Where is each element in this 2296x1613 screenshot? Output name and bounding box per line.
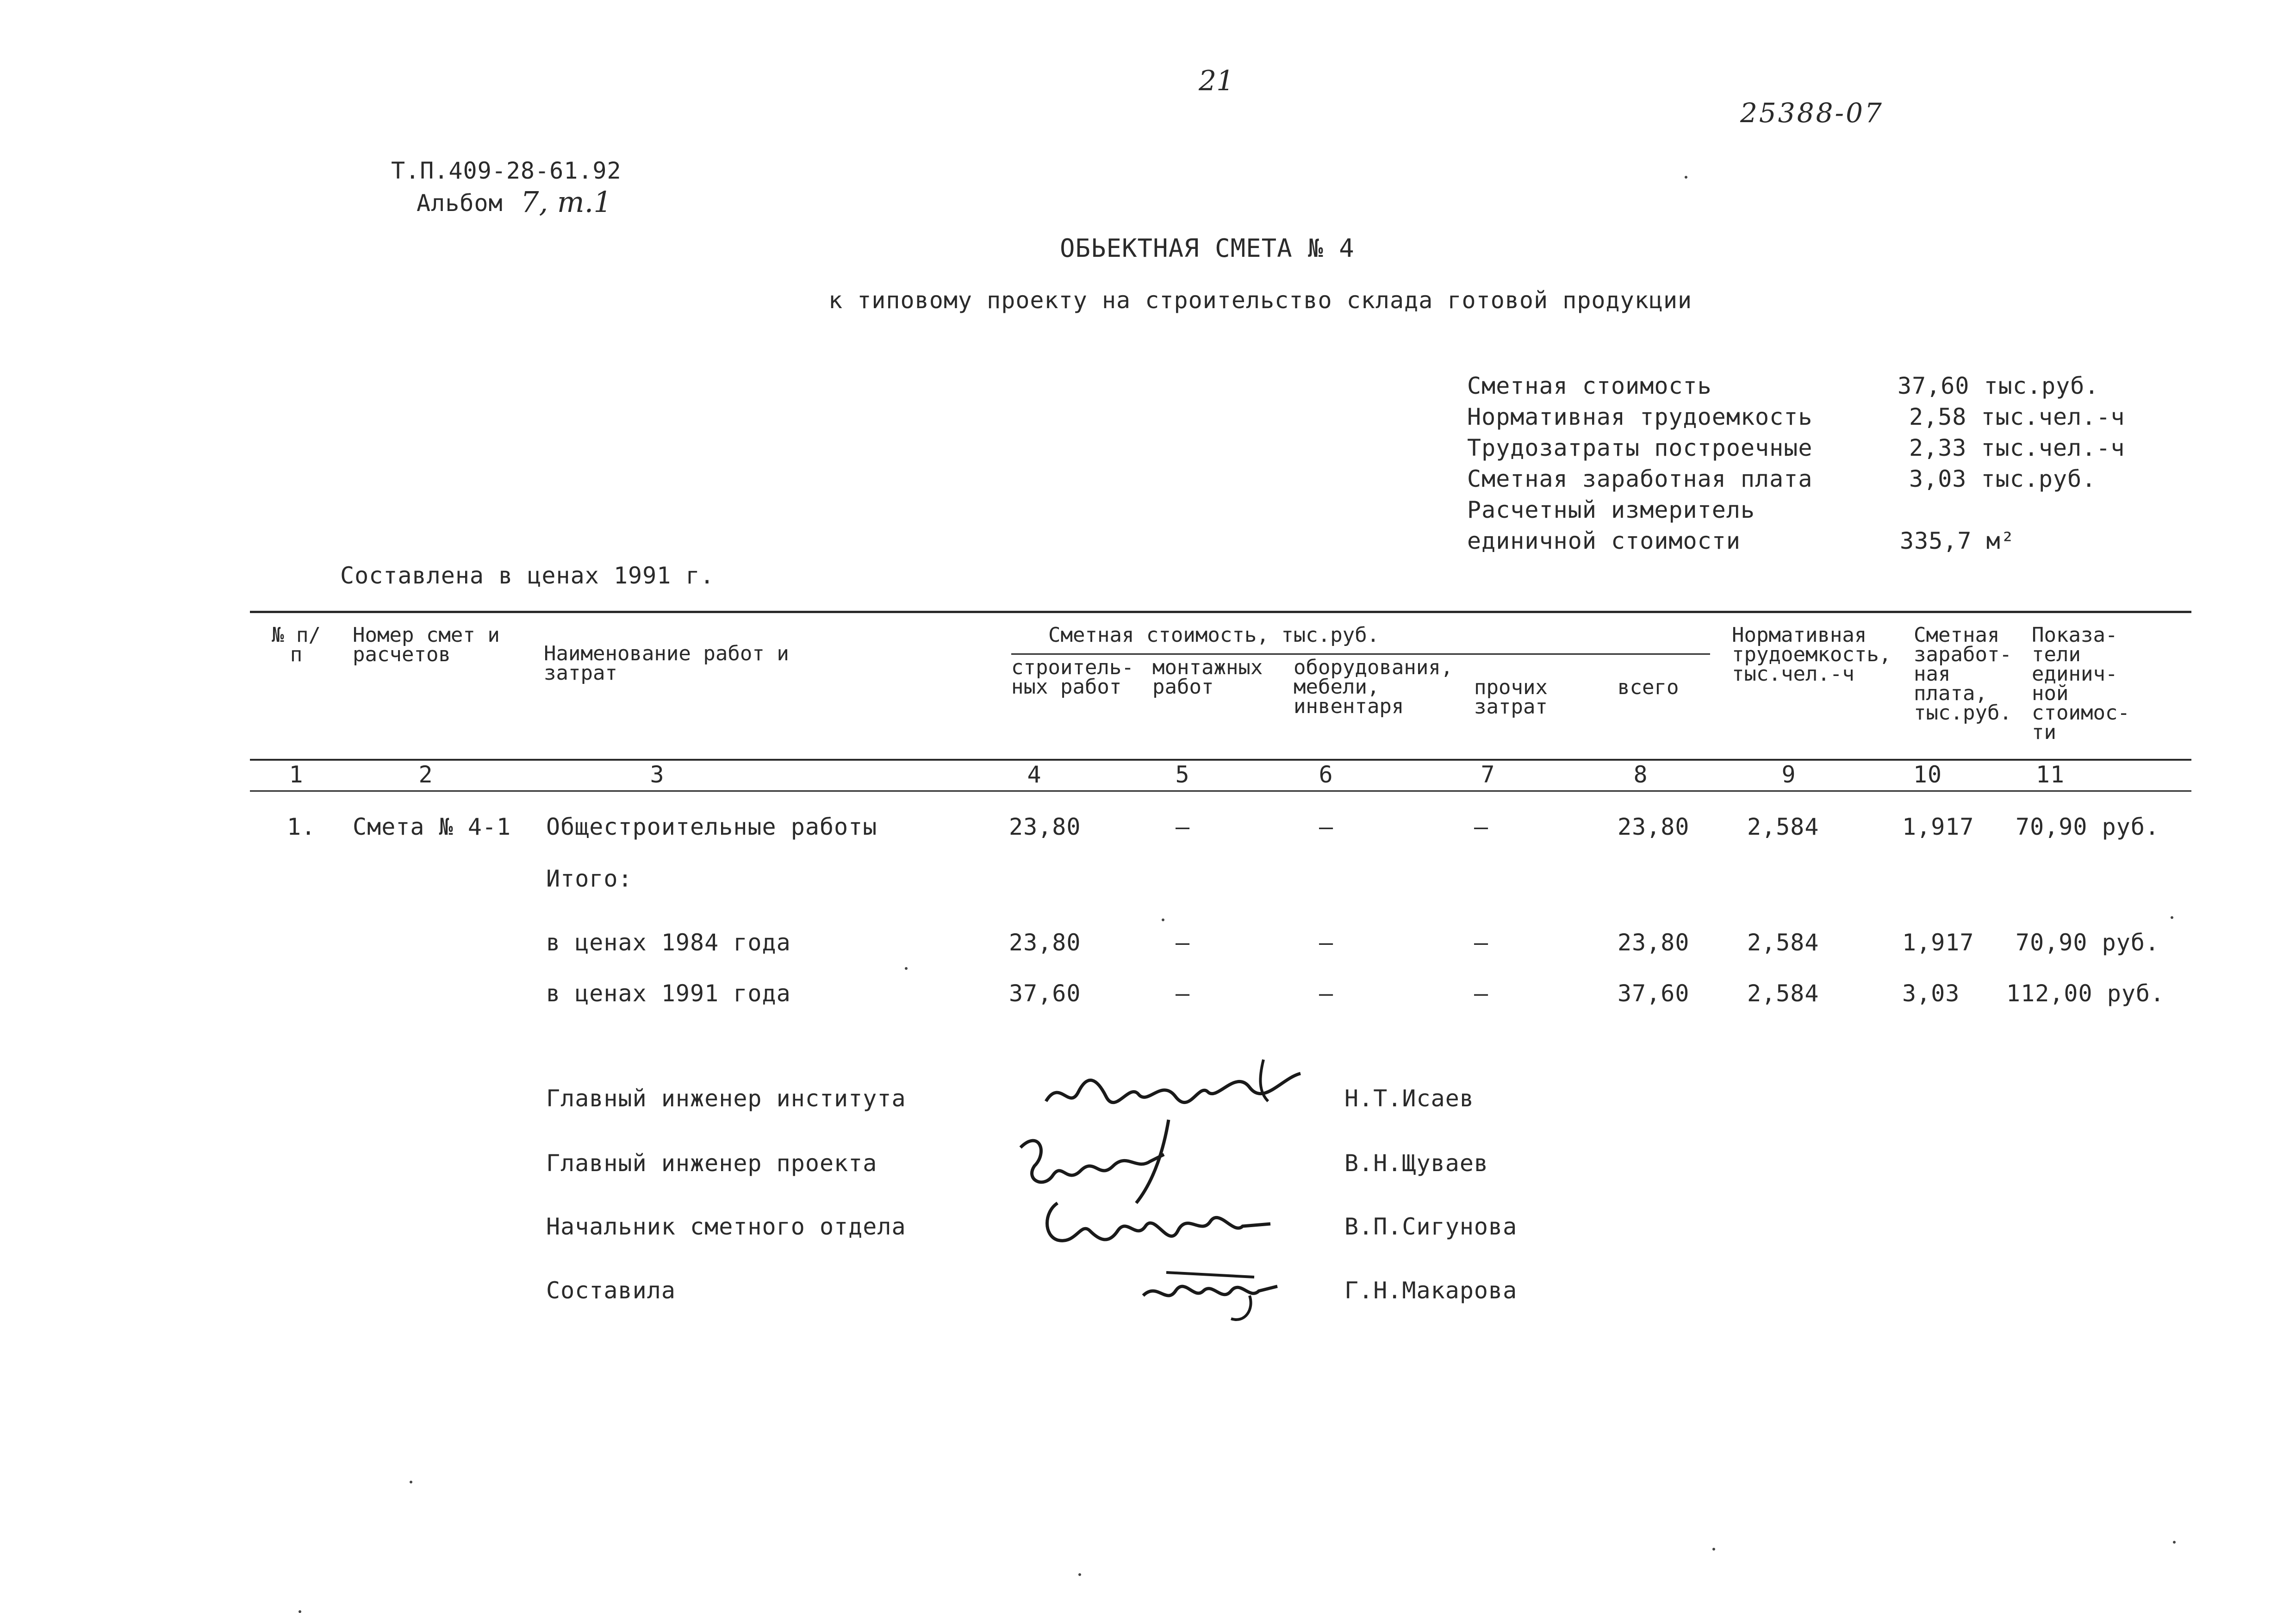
summary-label: Расчетный измеритель bbox=[1467, 496, 1755, 523]
col-header-wages: Сметная заработ- ная плата, тыс.руб. bbox=[1914, 623, 2012, 725]
row-other: – bbox=[1474, 929, 1489, 956]
summary-value: 37,60 тыс.руб. bbox=[1898, 372, 2099, 399]
scan-speck bbox=[1685, 176, 1687, 179]
signature-name: В.Н.Щуваев bbox=[1344, 1150, 1489, 1177]
row-number: 1. bbox=[287, 813, 316, 840]
col-header-group: Сметная стоимость, тыс.руб. bbox=[1048, 623, 1380, 647]
summary-value: 2,33 тыс.чел.-ч bbox=[1909, 434, 2125, 461]
row-name: Общестроительные работы bbox=[546, 813, 877, 840]
signature-role: Начальник сметного отдела bbox=[546, 1213, 906, 1240]
summary-label: Сметная заработная плата bbox=[1467, 465, 1813, 492]
row-unit-cost: 70,90 руб. bbox=[2016, 929, 2160, 956]
row-name: в ценах 1984 года bbox=[546, 929, 791, 956]
col-header-smeta: Номер смет и расчетов bbox=[353, 623, 500, 666]
row-wages: 1,917 bbox=[1902, 929, 1974, 956]
row-other: – bbox=[1474, 980, 1489, 1007]
col-header-construction: строитель- ных работ bbox=[1011, 656, 1134, 699]
row-equipment: – bbox=[1319, 813, 1334, 840]
col-header-number: № п/п bbox=[272, 623, 321, 666]
row-labor: 2,584 bbox=[1747, 980, 1819, 1007]
row-construction: 23,80 bbox=[1009, 813, 1081, 840]
table-top-rule bbox=[250, 611, 2191, 613]
row-total: 37,60 bbox=[1618, 980, 1690, 1007]
handwritten-signature bbox=[1139, 1259, 1287, 1330]
col-number: 10 bbox=[1913, 761, 1942, 788]
row-unit-cost: 112,00 руб. bbox=[2006, 980, 2165, 1007]
album-label: Альбом bbox=[417, 190, 503, 217]
summary-label: Сметная стоимость bbox=[1467, 372, 1712, 399]
prices-note: Составлена в ценах 1991 г. bbox=[340, 562, 715, 589]
row-name: Итого: bbox=[546, 865, 633, 892]
col-header-labor: Нормативная трудоемкость, тыс.чел.-ч bbox=[1732, 623, 1892, 686]
page-number: 21 bbox=[1199, 65, 1234, 97]
col-number: 5 bbox=[1175, 761, 1190, 788]
scan-speck bbox=[1162, 918, 1164, 921]
scan-speck bbox=[410, 1481, 412, 1483]
row-smeta: Смета № 4-1 bbox=[353, 813, 511, 840]
signature-role: Главный инженер института bbox=[546, 1085, 906, 1112]
col-header-other: прочих затрат bbox=[1474, 676, 1548, 719]
summary-label: Нормативная трудоемкость bbox=[1467, 403, 1813, 430]
scan-speck bbox=[1712, 1548, 1715, 1551]
col-number: 9 bbox=[1781, 761, 1796, 788]
row-wages: 1,917 bbox=[1902, 813, 1974, 840]
col-number: 3 bbox=[650, 761, 665, 788]
doc-number: 25388-07 bbox=[1740, 97, 1884, 129]
signature-role: Составила bbox=[546, 1277, 676, 1304]
row-wages: 3,03 bbox=[1902, 980, 1960, 1007]
group-rule bbox=[1011, 653, 1710, 655]
col-number: 4 bbox=[1027, 761, 1042, 788]
row-construction: 23,80 bbox=[1009, 929, 1081, 956]
scan-speck bbox=[1078, 1573, 1081, 1576]
row-total: 23,80 bbox=[1618, 813, 1690, 840]
project-code: Т.П.409-28-61.92 bbox=[391, 157, 622, 184]
scan-speck bbox=[905, 967, 908, 970]
row-installation: – bbox=[1176, 813, 1190, 840]
row-installation: – bbox=[1176, 980, 1190, 1007]
row-labor: 2,584 bbox=[1747, 929, 1819, 956]
scan-speck bbox=[2173, 1541, 2176, 1544]
row-construction: 37,60 bbox=[1009, 980, 1081, 1007]
summary-label: Трудозатраты построечные bbox=[1467, 434, 1813, 461]
signature-name: В.П.Сигунова bbox=[1344, 1213, 1518, 1240]
signature-makarova-icon bbox=[1139, 1259, 1287, 1328]
col-header-total: всего bbox=[1618, 676, 1679, 699]
col-number: 6 bbox=[1319, 761, 1333, 788]
scan-speck bbox=[2171, 916, 2173, 919]
row-equipment: – bbox=[1319, 929, 1334, 956]
row-total: 23,80 bbox=[1618, 929, 1690, 956]
col-header-unit-cost: Показа- тели единич- ной стоимос- ти bbox=[2032, 623, 2130, 744]
row-name: в ценах 1991 года bbox=[546, 980, 791, 1007]
col-number: 2 bbox=[418, 761, 433, 788]
col-number: 11 bbox=[2035, 761, 2065, 788]
summary-label: единичной стоимости bbox=[1467, 527, 1741, 554]
col-header-name: Наименование работ и затрат bbox=[544, 642, 789, 685]
col-number: 8 bbox=[1633, 761, 1648, 788]
header-rule bbox=[250, 759, 2191, 761]
signature-role: Главный инженер проекта bbox=[546, 1150, 877, 1177]
col-header-equipment: оборудования, мебели, инвентаря bbox=[1294, 656, 1453, 718]
handwritten-signature bbox=[1039, 1189, 1280, 1265]
col-number: 1 bbox=[289, 761, 304, 788]
signature-sigunova-icon bbox=[1039, 1189, 1280, 1263]
col-header-installation: монтажных работ bbox=[1152, 656, 1263, 699]
scan-speck bbox=[299, 1610, 301, 1613]
summary-value: 3,03 тыс.руб. bbox=[1909, 465, 2097, 492]
row-installation: – bbox=[1176, 929, 1190, 956]
signature-name: Н.Т.Исаев bbox=[1344, 1085, 1474, 1112]
row-unit-cost: 70,90 руб. bbox=[2016, 813, 2160, 840]
album-number: 7, т.1 bbox=[521, 185, 612, 219]
summary-value: 335,7 м² bbox=[1900, 527, 2015, 554]
row-labor: 2,584 bbox=[1747, 813, 1819, 840]
col-number: 7 bbox=[1481, 761, 1495, 788]
numbers-rule bbox=[250, 790, 2191, 792]
row-other: – bbox=[1474, 813, 1489, 840]
page-title: ОБЬЕКТНАЯ СМЕТА № 4 bbox=[1060, 234, 1355, 263]
signature-name: Г.Н.Макарова bbox=[1344, 1277, 1518, 1304]
page-subtitle: к типовому проекту на строительство склада готовой продукции bbox=[828, 287, 1692, 314]
summary-value: 2,58 тыс.чел.-ч bbox=[1909, 403, 2125, 430]
row-equipment: – bbox=[1319, 980, 1334, 1007]
